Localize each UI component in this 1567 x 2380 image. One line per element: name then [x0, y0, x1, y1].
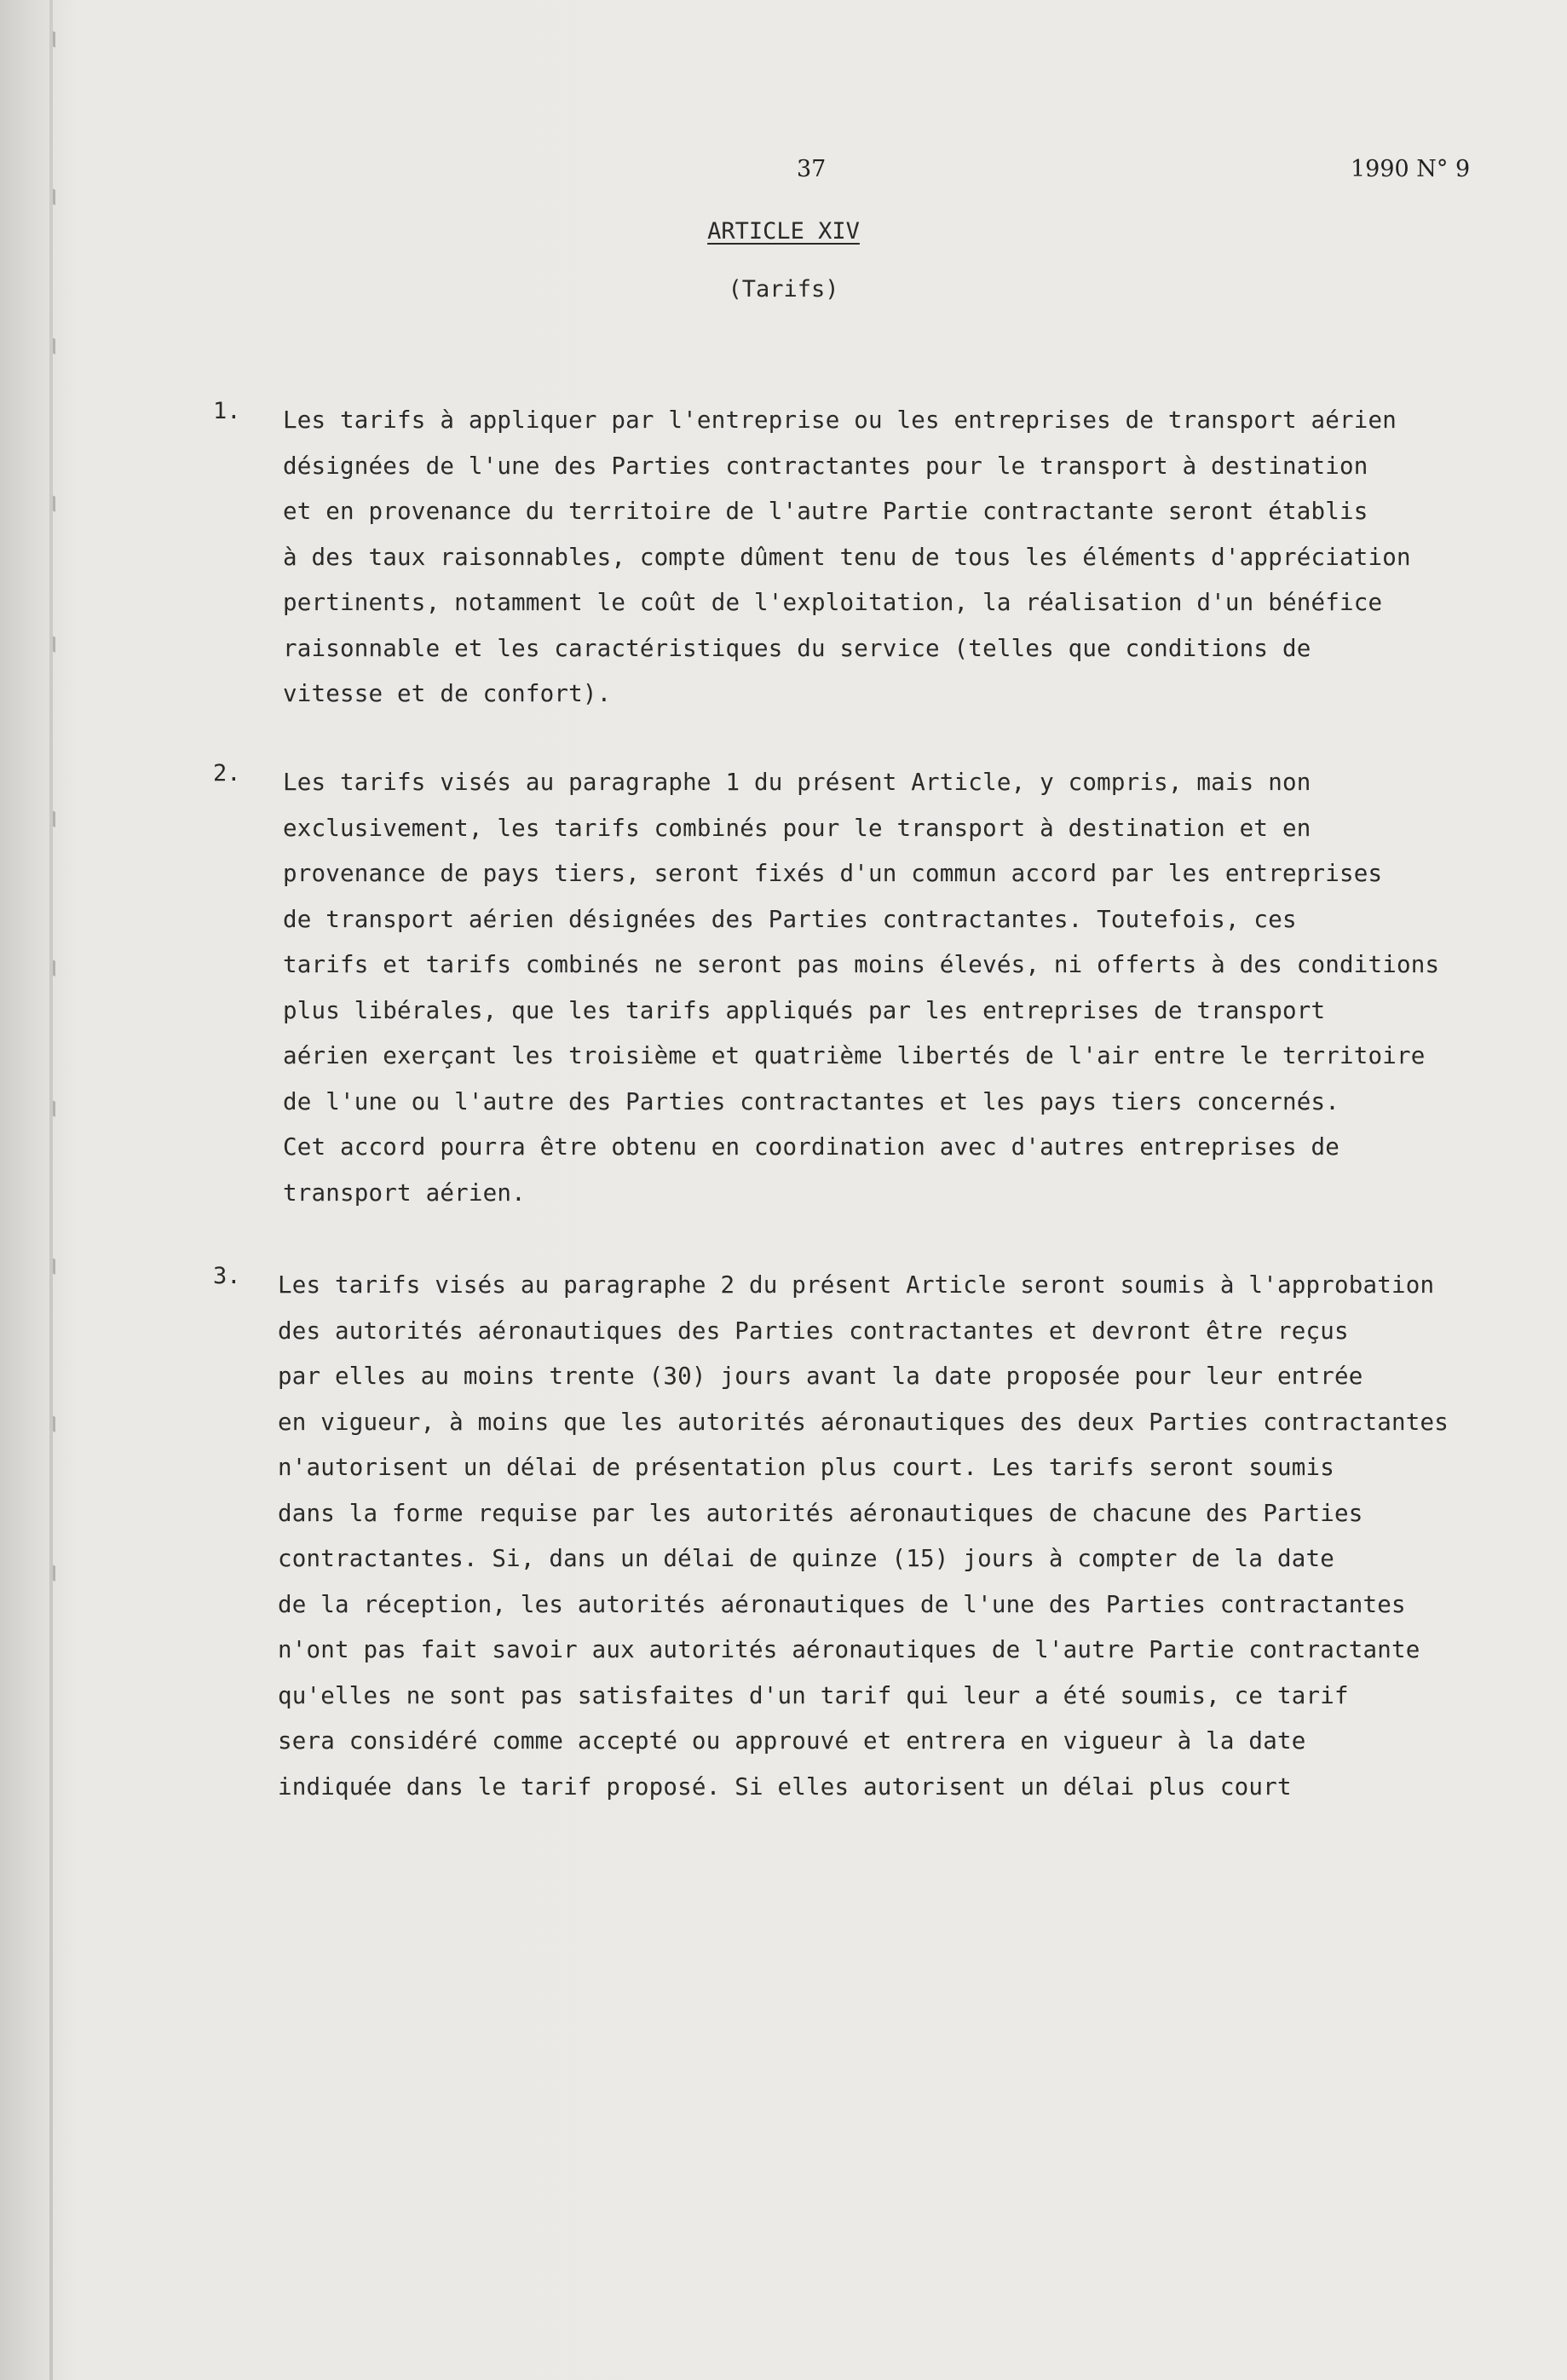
binding-mark: [53, 1416, 66, 1438]
text-line: et en provenance du territoire de l'autre Partie contractante seront établis: [283, 498, 1368, 525]
text-line: indiquée dans le tarif proposé. Si elles autorisent un délai plus court: [278, 1772, 1292, 1801]
paragraph-text: [278, 1263, 1449, 1810]
article-title: ARTICLE XIV: [707, 218, 860, 245]
text-line: raisonnable et les caractéristiques du service (telles que conditions de: [283, 634, 1311, 662]
binding-mark: [53, 496, 66, 517]
binding-mark: [53, 637, 66, 658]
paragraph-number: 2.: [213, 760, 241, 787]
text-line: Les tarifs visés au paragraphe 1 du présent Article, y compris, mais non: [283, 769, 1311, 796]
text-line: transport aérien.: [283, 1178, 526, 1207]
binding-mark: [53, 338, 66, 360]
binding-edge: [49, 0, 53, 2380]
text-line: n'autorisent un délai de présentation plus court. Les tarifs seront soumis: [278, 1454, 1334, 1481]
text-line: plus libérales, que les tarifs appliqués par les entreprises de transport: [283, 996, 1326, 1024]
text-line: provenance de pays tiers, seront fixés d'un commun accord par les entreprises: [283, 860, 1383, 887]
issue-number: 1990 N° 9: [1351, 156, 1471, 182]
text-line: exclusivement, les tarifs combinés pour le transport à destination et en: [283, 814, 1311, 842]
paragraph-number: 3.: [213, 1263, 241, 1289]
text-line: sera considéré comme accepté ou approuvé et entrera en vigueur à la date: [278, 1727, 1306, 1755]
binding-mark: [53, 32, 66, 53]
text-line: pertinents, notamment le coût de l'exploitation, la réalisation d'un bénéfice: [283, 589, 1383, 616]
text-line: dans la forme requise par les autorités aéronautiques de chacune des Parties: [278, 1499, 1363, 1527]
text-line: à des taux raisonnables, compte dûment tenu de tous les éléments d'appréciation: [283, 543, 1411, 571]
text-line: de l'une ou l'autre des Parties contractantes et les pays tiers concernés.: [283, 1087, 1339, 1115]
text-line: aérien exerçant les troisième et quatrième libertés de l'air entre le territoire: [283, 1042, 1426, 1069]
binding-mark: [53, 811, 66, 833]
text-line: de la réception, les autorités aéronautiques de l'une des Parties contractantes: [278, 1590, 1406, 1618]
text-line: désignées de l'une des Parties contractantes pour le transport à destination: [283, 452, 1368, 480]
text-line: des autorités aéronautiques des Parties contractantes et devront être reçus: [278, 1317, 1349, 1345]
paragraph-text: [283, 398, 1411, 717]
binding-mark: [53, 189, 66, 210]
text-line: tarifs et tarifs combinés ne seront pas moins élevés, ni offerts à des conditions: [283, 951, 1440, 978]
text-line: qu'elles ne sont pas satisfaites d'un tarif qui leur a été soumis, ce tarif: [278, 1681, 1349, 1709]
article-subtitle: (Tarifs): [728, 276, 839, 303]
text-line: Les tarifs à appliquer par l'entreprise ou les entreprises de transport aérien: [283, 406, 1397, 434]
paragraph-number: 1.: [213, 398, 241, 424]
paragraph-text: [283, 760, 1439, 1216]
text-line: contractantes. Si, dans un délai de quinze (15) jours à compter de la date: [278, 1545, 1334, 1572]
text-line: vitesse et de confort).: [283, 680, 612, 707]
binding-mark: [53, 960, 66, 982]
text-line: Cet accord pourra être obtenu en coordination avec d'autres entreprises de: [283, 1133, 1339, 1161]
binding-mark: [53, 1259, 66, 1280]
text-line: par elles au moins trente (30) jours avant la date proposée pour leur entrée: [278, 1363, 1363, 1390]
binding-mark: [53, 1565, 66, 1587]
text-line: n'ont pas fait savoir aux autorités aéronautiques de l'autre Partie contractante: [278, 1636, 1420, 1663]
text-line: de transport aérien désignées des Parties contractantes. Toutefois, ces: [283, 905, 1297, 933]
binding-mark: [53, 1101, 66, 1122]
text-line: en vigueur, à moins que les autorités aéronautiques des deux Parties contractantes: [278, 1408, 1449, 1436]
text-line: Les tarifs visés au paragraphe 2 du présent Article seront soumis à l'approbation: [278, 1271, 1435, 1299]
page-number: 37: [797, 156, 827, 182]
